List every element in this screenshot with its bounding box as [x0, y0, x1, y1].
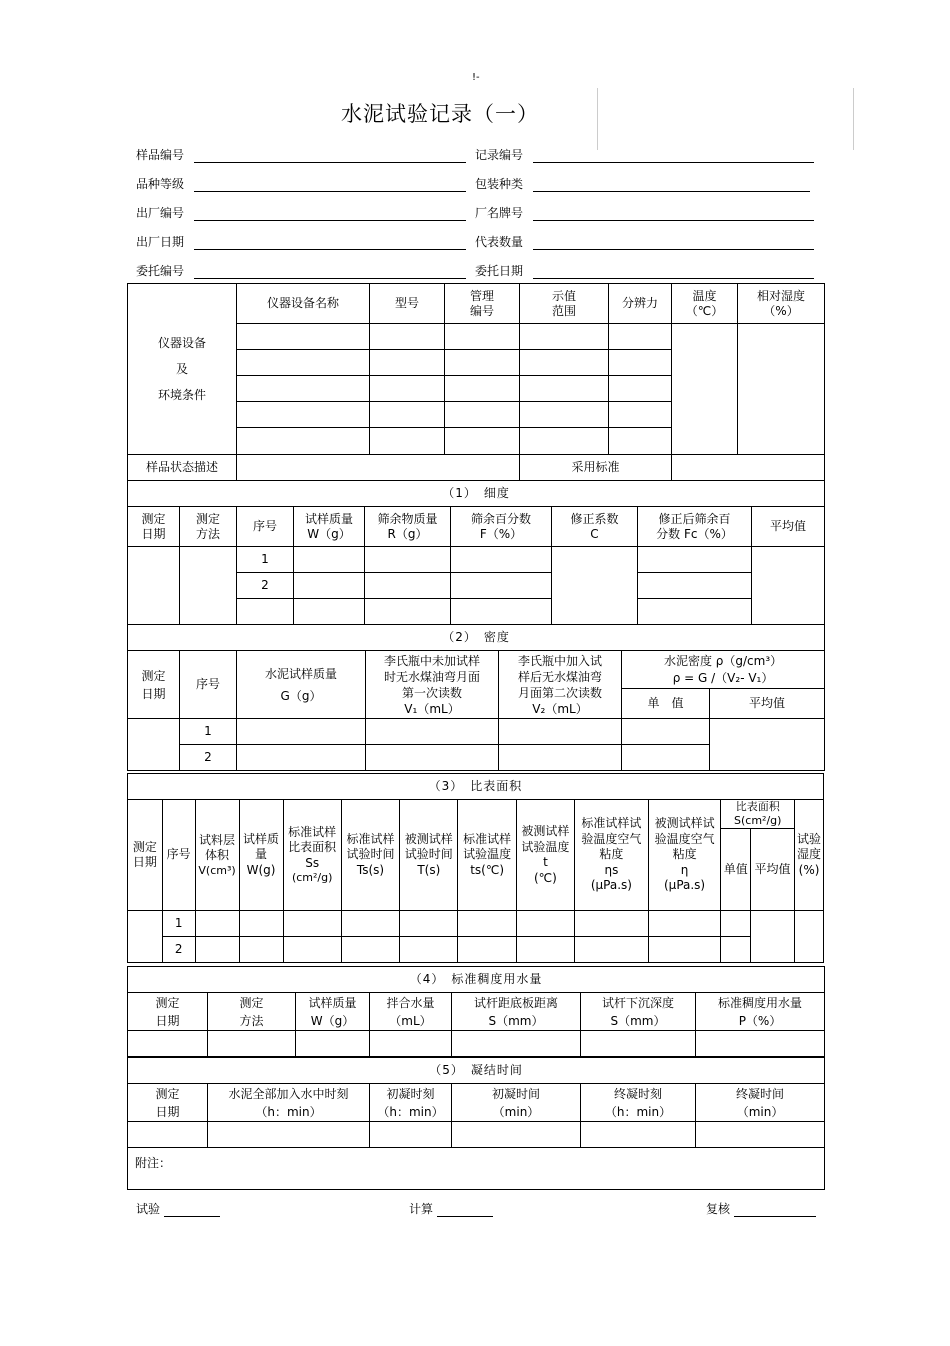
cell[interactable]	[239, 937, 283, 963]
cell[interactable]	[751, 911, 795, 963]
cell[interactable]	[581, 1122, 696, 1148]
row-number: 1	[180, 719, 237, 745]
entrust-date-label: 委托日期	[475, 264, 524, 278]
variety-grade-label: 品种等级	[136, 177, 185, 191]
cell[interactable]	[721, 937, 751, 963]
fineness-section-title: （1） 细度	[128, 481, 825, 507]
cell[interactable]	[609, 324, 672, 350]
cell[interactable]	[648, 937, 721, 963]
page-title: 水泥试验记录（一）	[341, 102, 539, 126]
consistency-section-title: （4） 标准稠度用水量	[128, 967, 825, 993]
cell[interactable]	[445, 376, 520, 402]
surface-section-title: （3） 比表面积	[128, 774, 824, 800]
cell[interactable]	[458, 937, 516, 963]
cell[interactable]	[366, 719, 499, 745]
tester-label: 试验	[136, 1202, 161, 1216]
cell[interactable]	[445, 350, 520, 376]
tester-signature[interactable]	[136, 1200, 220, 1217]
cell[interactable]	[721, 911, 751, 937]
cell[interactable]	[296, 1031, 370, 1057]
row-number: 2	[162, 937, 195, 963]
col-water-add-time: 水泥全部加入水中时刻 （h：min）	[208, 1084, 370, 1122]
cell[interactable]	[520, 324, 609, 350]
cell[interactable]	[499, 719, 622, 745]
reviewer-label: 复核	[706, 1202, 731, 1216]
cell[interactable]	[208, 1122, 370, 1148]
col-cement-density: 水泥密度 ρ（g/cm³） ρ = G /（V₂- V₁）	[622, 651, 825, 689]
calculator-label: 计算	[409, 1202, 434, 1216]
scan-artifact-line	[597, 88, 598, 150]
factory-no-label: 出厂编号	[136, 206, 185, 220]
col-mixing-water: 拌合水量 （mL）	[370, 993, 452, 1031]
page-mark: !-	[472, 72, 480, 83]
cell[interactable]	[696, 1122, 825, 1148]
standard-label: 采用标准	[520, 455, 672, 481]
cell[interactable]	[575, 937, 649, 963]
cell[interactable]	[195, 911, 239, 937]
cell[interactable]	[400, 937, 458, 963]
col-test-temp: 被测试样试验温度 t (℃)	[516, 800, 574, 911]
factory-no-field[interactable]	[136, 204, 466, 224]
cell[interactable]	[458, 911, 516, 937]
cell[interactable]	[622, 745, 710, 771]
col-rod-depth: 试杆下沉深度 S（mm）	[581, 993, 696, 1031]
cell[interactable]	[283, 937, 341, 963]
col-sample-mass: 试样质量 W（g）	[294, 507, 365, 547]
cell[interactable]	[370, 324, 445, 350]
factory-date-label: 出厂日期	[136, 235, 185, 249]
cell[interactable]	[452, 1122, 581, 1148]
cell[interactable]	[208, 1031, 296, 1057]
entrust-no-label: 委托编号	[136, 264, 185, 278]
sample-state-label: 样品状态描述	[128, 455, 237, 481]
cell[interactable]	[128, 1122, 208, 1148]
col-test-method: 测定 方法	[208, 993, 296, 1031]
col-consistency-water: 标准稠度用水量 P（%）	[696, 993, 825, 1031]
cell[interactable]	[445, 428, 520, 455]
cell[interactable]	[451, 547, 552, 573]
reviewer-signature[interactable]	[706, 1200, 816, 1217]
cell[interactable]	[237, 324, 370, 350]
cell[interactable]	[341, 911, 399, 937]
cell[interactable]	[294, 547, 365, 573]
cell[interactable]	[370, 350, 445, 376]
col-test-date: 测定 日期	[128, 651, 180, 719]
cell[interactable]	[648, 911, 721, 937]
cell[interactable]	[128, 547, 180, 625]
cell[interactable]	[365, 599, 451, 625]
cell[interactable]	[237, 350, 370, 376]
package-type-label: 包装种类	[475, 177, 524, 191]
cell[interactable]	[445, 324, 520, 350]
col-single-value: 单 值	[622, 689, 710, 719]
cell[interactable]	[365, 573, 451, 599]
cell[interactable]	[609, 428, 672, 455]
cell[interactable]	[520, 428, 609, 455]
col-single-value: 单值	[721, 829, 751, 911]
cell[interactable]	[237, 428, 370, 455]
cell[interactable]	[622, 719, 710, 745]
setting-section-title: （5） 凝结时间	[128, 1058, 825, 1084]
cell[interactable]	[499, 745, 622, 771]
cell[interactable]	[400, 911, 458, 937]
cell[interactable]	[638, 573, 752, 599]
col-first-reading: 李氏瓶中未加试样 时无水煤油弯月面 第一次读数 V₁（mL）	[366, 651, 499, 719]
sample-no-field[interactable]	[136, 146, 466, 166]
col-seq: 序号	[180, 651, 237, 719]
cell[interactable]	[575, 911, 649, 937]
col-final-set-moment: 终凝时刻 （h：min）	[581, 1084, 696, 1122]
cell[interactable]	[128, 1031, 208, 1057]
col-specific-surface: 比表面积 S(cm²/g)	[721, 800, 795, 829]
col-test-humidity: 试验湿度(%)	[795, 800, 824, 911]
cell[interactable]	[609, 402, 672, 428]
cell[interactable]	[609, 350, 672, 376]
col-average: 平均值	[751, 829, 795, 911]
col-model: 型号	[370, 284, 445, 324]
equipment-row-label: 仪器设备 及 环境条件	[128, 284, 237, 455]
cell[interactable]	[445, 402, 520, 428]
col-test-date: 测定 日期	[128, 1084, 208, 1122]
cell[interactable]	[696, 1031, 825, 1057]
col-mgmt-no: 管理 编号	[445, 284, 520, 324]
cell[interactable]	[365, 547, 451, 573]
cell[interactable]	[451, 573, 552, 599]
col-sample-mass: 试样质量 W（g）	[296, 993, 370, 1031]
cell[interactable]	[516, 937, 574, 963]
sample-no-label: 样品编号	[136, 148, 185, 162]
scan-artifact-line	[853, 88, 854, 150]
col-sample-mass: 水泥试样质量 G（g）	[237, 651, 366, 719]
cell[interactable]	[370, 1031, 452, 1057]
cell[interactable]	[370, 1122, 452, 1148]
col-test-method: 测定 方法	[180, 507, 237, 547]
col-average: 平均值	[752, 507, 825, 547]
cell[interactable]	[516, 911, 574, 937]
cell[interactable]	[520, 402, 609, 428]
cell[interactable]	[370, 428, 445, 455]
col-test-date: 测定 日期	[128, 507, 180, 547]
col-test-date: 测定 日期	[128, 993, 208, 1031]
cell[interactable]	[237, 599, 294, 625]
col-initial-set-moment: 初凝时刻 （h：min）	[370, 1084, 452, 1122]
cell[interactable]	[180, 547, 237, 625]
density-section-title: （2） 密度	[128, 625, 825, 651]
cell[interactable]	[237, 745, 366, 771]
col-std-temp: 标准试样试验温度 ts(℃)	[458, 800, 516, 911]
col-rod-distance: 试杆距底板距离 S（mm）	[452, 993, 581, 1031]
fineness-table	[127, 480, 825, 625]
record-no-field[interactable]	[475, 146, 814, 166]
cell[interactable]	[370, 402, 445, 428]
record-no-label: 记录编号	[475, 148, 524, 162]
cell[interactable]	[452, 1031, 581, 1057]
consistency-table	[127, 966, 825, 1057]
col-seq: 序号	[237, 507, 294, 547]
col-corrected-residue: 修正后筛余百 分数 Fc（%）	[638, 507, 752, 547]
variety-grade-field[interactable]	[136, 175, 466, 195]
cell[interactable]	[638, 547, 752, 573]
cell[interactable]	[237, 376, 370, 402]
package-type-field[interactable]	[475, 175, 810, 195]
cell[interactable]	[520, 376, 609, 402]
col-seq: 序号	[162, 800, 195, 911]
cell[interactable]	[752, 547, 825, 625]
cell[interactable]	[520, 350, 609, 376]
col-std-viscosity: 标准试样试验温度空气粘度 ηs (μPa.s)	[575, 800, 649, 911]
standard-value[interactable]	[672, 455, 825, 481]
cell[interactable]	[294, 599, 365, 625]
surface-area-table	[127, 773, 824, 963]
col-bed-volume: 试料层体积 V(cm³)	[195, 800, 239, 911]
col-correction-factor: 修正系数 C	[552, 507, 638, 547]
col-test-time: 被测试样试验时间 T(s)	[400, 800, 458, 911]
cell[interactable]	[370, 376, 445, 402]
cell[interactable]	[609, 376, 672, 402]
cell[interactable]	[366, 745, 499, 771]
col-residue-mass: 筛余物质量 R（g）	[365, 507, 451, 547]
calculator-signature[interactable]	[409, 1200, 493, 1217]
col-range: 示值 范围	[520, 284, 609, 324]
cell[interactable]	[795, 911, 824, 963]
col-resolution: 分辨力	[609, 284, 672, 324]
humidity-cell[interactable]	[738, 324, 825, 455]
col-test-viscosity: 被测试样试验温度空气粘度 η (μPa.s)	[648, 800, 721, 911]
cell[interactable]	[552, 547, 638, 625]
density-table	[127, 624, 825, 771]
col-second-reading: 李氏瓶中加入试 样后无水煤油弯 月面第二次读数 V₂（mL）	[499, 651, 622, 719]
cell[interactable]	[341, 937, 399, 963]
cell[interactable]	[237, 719, 366, 745]
row-number: 1	[162, 911, 195, 937]
setting-time-table	[127, 1057, 825, 1190]
col-std-surface: 标准试样比表面积 Ss (cm²/g)	[283, 800, 341, 911]
notes-label: 附注：	[135, 1156, 172, 1170]
cell[interactable]	[128, 911, 163, 963]
sample-state-value[interactable]	[237, 455, 520, 481]
col-average: 平均值	[710, 689, 825, 719]
col-final-set-time: 终凝时间 （min）	[696, 1084, 825, 1122]
row-number: 2	[180, 745, 237, 771]
col-equipment-name: 仪器设备名称	[237, 284, 370, 324]
equipment-table	[127, 283, 825, 481]
cell[interactable]	[581, 1031, 696, 1057]
quantity-field[interactable]	[475, 233, 814, 253]
notes-field[interactable]	[128, 1148, 825, 1190]
cell[interactable]	[710, 719, 825, 771]
cell[interactable]	[638, 599, 752, 625]
col-temperature: 温度 （℃）	[672, 284, 738, 324]
col-initial-set-time: 初凝时间 （min）	[452, 1084, 581, 1122]
cell[interactable]	[283, 911, 341, 937]
entrust-date-field[interactable]	[475, 262, 814, 282]
col-test-date: 测定日期	[128, 800, 163, 911]
col-residue-percent: 筛余百分数 F（%）	[451, 507, 552, 547]
col-std-time: 标准试样试验时间 Ts(s)	[341, 800, 399, 911]
cell[interactable]	[239, 911, 283, 937]
col-humidity: 相对湿度 （%）	[738, 284, 825, 324]
quantity-label: 代表数量	[475, 235, 524, 249]
factory-date-field[interactable]	[136, 233, 466, 253]
temperature-cell[interactable]	[672, 324, 738, 455]
cell[interactable]	[294, 573, 365, 599]
brand-field[interactable]	[475, 204, 814, 224]
cell[interactable]	[128, 719, 180, 771]
entrust-no-field[interactable]	[136, 262, 466, 282]
row-number: 2	[237, 573, 294, 599]
col-sample-mass: 试样质量 W(g)	[239, 800, 283, 911]
brand-label: 厂名牌号	[475, 206, 524, 220]
cell[interactable]	[237, 402, 370, 428]
cell[interactable]	[451, 599, 552, 625]
cell[interactable]	[195, 937, 239, 963]
row-number: 1	[237, 547, 294, 573]
